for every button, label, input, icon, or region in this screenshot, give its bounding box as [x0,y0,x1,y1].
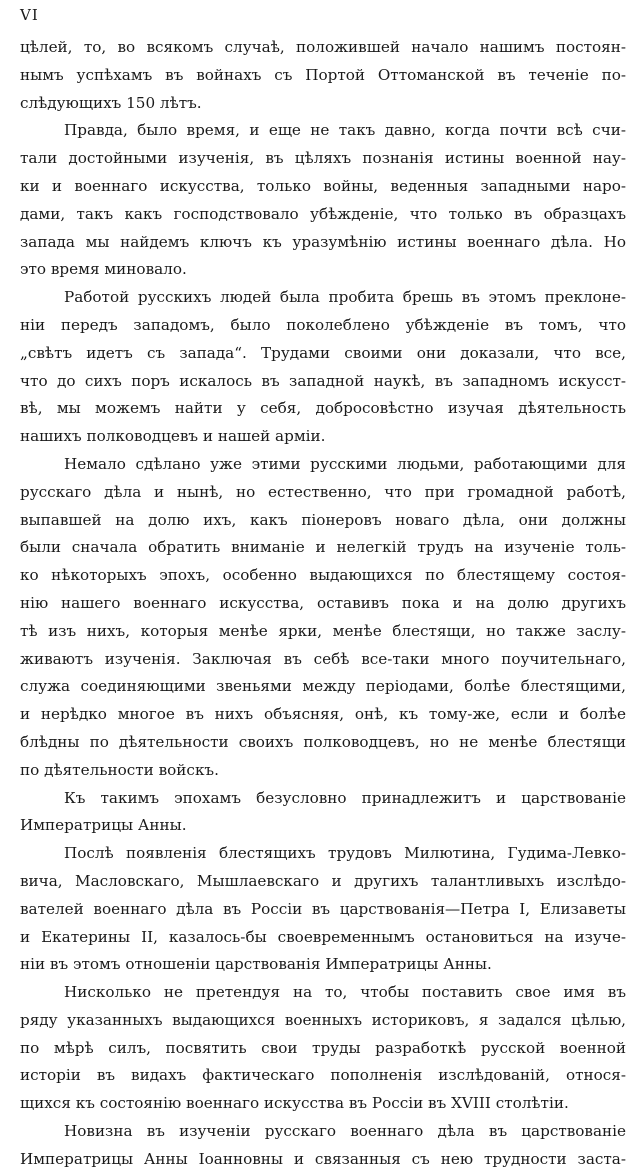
text-line: вателей военнаго дѣла въ Россіи въ царствованія—Петра I, Елизаветы [20,899,626,918]
text-line: Правда, было время, и еще не такъ давно, когда почти всѣ счи- [64,121,626,140]
text-line: тѣ изъ нихъ, которыя менѣе ярки, менѣе блестящи, но также заслу- [20,621,626,640]
text-line: по мѣрѣ силъ, посвятить свои труды разработкѣ русской военной [20,1038,626,1057]
text-line: дами, такъ какъ господствовало убѣжденіе, что только въ образцахъ [20,204,626,223]
text-line: Немало сдѣлано уже этими русскими людьми, работающими для [64,454,626,473]
text-line: и нерѣдко многое въ нихъ объясняя, онѣ, къ тому-же, если и болѣе [20,705,626,724]
text-line: это время миновало. [20,260,187,279]
text-line: Нисколько не претендуя на то, чтобы поставить свое имя въ [64,983,626,1002]
text-line: Новизна въ изученіи русскаго военнаго дѣла въ царствованіе [64,1122,626,1141]
text-line: живаютъ изученія. Заключая въ себѣ все-таки много поучительнаго, [20,649,626,668]
text-line: что до сихъ поръ искалось въ западной наукѣ, въ западномъ искусст- [20,371,626,390]
text-line: Императрицы Анны. [20,816,187,835]
text-line: ко нѣкоторыхъ эпохъ, особенно выдающихся по блестящему состоя- [20,566,626,585]
text-line: нымъ успѣхамъ въ войнахъ съ Портой Оттоманской въ теченіе по- [20,65,626,84]
text-line: нашихъ полководцевъ и нашей арміи. [20,427,326,446]
text-line: вѣ, мы можемъ найти у себя, добросовѣстно изучая дѣятельность [20,399,626,418]
text-line: слѣдующихъ 150 лѣтъ. [20,93,202,112]
text-line: „свѣтъ идетъ съ запада“. Трудами своими они доказали, что все, [20,343,626,362]
paragraph [20,34,626,117]
text-line: Послѣ появленія блестящихъ трудовъ Милютина, Гудима-Левко- [64,844,626,863]
text-line: русскаго дѣла и нынѣ, но естественно, что при громадной работѣ, [20,482,626,501]
text-line: нію нашего военнаго искусства, оставивъ пока и на долю другихъ [20,593,626,612]
text-line: ки и военнаго искусства, только войны, веденныя западными наро- [20,176,626,195]
text-line: щихся къ состоянію военнаго искусства въ Россіи въ XVIII столѣтіи. [20,1094,569,1113]
text-line: Работой русскихъ людей была пробита брешь въ этомъ преклоне- [64,288,626,307]
text-line: цѣлей, то, во всякомъ случаѣ, положившей начало нашимъ постоян- [20,38,626,56]
paragraph [20,284,626,451]
paragraph [20,451,626,785]
paragraph [20,117,626,284]
text-line: выпавшей на долю ихъ, какъ піонеровъ новаго дѣла, они должны [20,510,626,529]
page-number: VI [20,6,39,24]
text-line: ряду указанныхъ выдающихся военныхъ историковъ, я задался цѣлью, [20,1010,626,1029]
text-line: служа соединяющими звеньями между періодами, болѣе блестящими, [20,677,626,696]
paragraph [20,1118,626,1174]
text-line: ніи въ этомъ отношеніи царствованія Императрицы Анны. [20,955,492,974]
body-text [20,34,626,1174]
text-line: Императрицы Анны Іоанновны и связанныя съ нею трудности заста- [20,1149,626,1168]
text-line: исторіи въ видахъ фактическаго пополненія изслѣдованій, относя- [20,1066,626,1085]
text-line: и Екатерины II, казалось-бы своевременнымъ остановиться на изуче- [20,927,626,946]
text-line: по дѣятельности войскъ. [20,760,219,779]
paragraph [20,840,626,979]
paragraph [20,785,626,841]
paragraph [20,979,626,1118]
text-line: блѣдны по дѣятельности своихъ полководцевъ, но не менѣе блестящи [20,732,626,751]
text-line: вича, Масловскаго, Мышлаевскаго и другихъ талантливыхъ изслѣдо- [20,871,626,890]
text-line: Къ такимъ эпохамъ безусловно принадлежитъ и царствованіе [64,788,626,807]
text-line: тали достойными изученія, въ цѣляхъ познанія истины военной нау- [20,149,626,168]
text-line: запада мы найдемъ ключъ къ уразумѣнію истины военнаго дѣла. Но [20,232,626,251]
text-line: были сначала обратить вниманіе и нелегкій трудъ на изученіе толь- [20,538,626,557]
text-line: ніи передъ западомъ, было поколеблено убѣжденіе въ томъ, что [20,315,626,334]
